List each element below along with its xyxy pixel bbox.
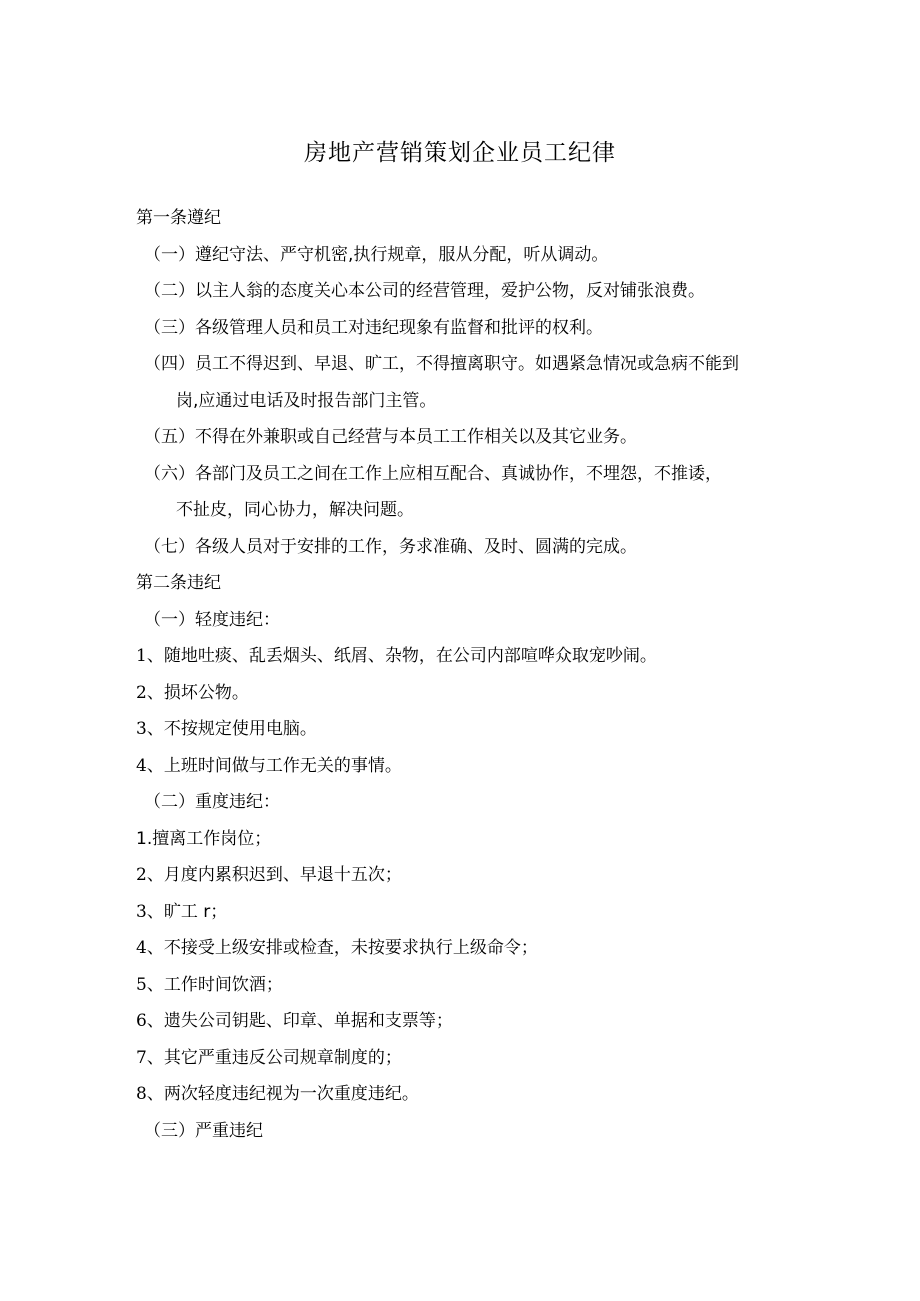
- document-title: 房地产营销策划企业员工纪律: [304, 140, 616, 166]
- minor-violation-heading: （一）轻度违纪：: [144, 609, 280, 630]
- minor-item-4-text: 、上班时间做与工作无关的事情。: [146, 755, 402, 776]
- minor-item-2-num: 2: [136, 682, 147, 703]
- minor-item-4: [136, 748, 796, 785]
- minor-item-4-num: 4: [136, 755, 147, 776]
- major-item-4-num: 4: [136, 938, 147, 958]
- section1-item-4-cont: 岗,应通过电话及时报告部门主管。: [176, 390, 437, 411]
- major-item-4: [136, 930, 796, 967]
- major-item-2-num: 2: [136, 865, 147, 885]
- major-item-8-num: 8: [136, 1084, 147, 1104]
- minor-item-1-num: 1: [136, 646, 147, 666]
- section1-item-4: （四）员工不得迟到、早退、旷工，不得擅离职守。如遇紧急情况或急病不能到: [144, 354, 739, 374]
- section1-item-5: （五）不得在外兼职或自己经营与本员工工作相关以及其它业务。: [144, 427, 637, 447]
- section1-item-6: （六）各部门及员工之间在工作上应相互配合、真诚协作，不埋怨，不推诿，: [144, 463, 722, 484]
- major-item-7-text: 、其它严重违反公司规章制度的；: [146, 1047, 402, 1068]
- major-item-8-text: 、两次轻度违纪视为一次重度违纪。: [146, 1084, 419, 1104]
- section1-item-2: （二）以主人翁的态度关心本公司的经营管理，爱护公物，反对铺张浪费。: [144, 281, 705, 301]
- minor-item-3-text: 、不按规定使用电脑。: [146, 719, 317, 739]
- major-violation-heading: （二）重度违纪：: [144, 792, 280, 812]
- major-item-5-text: 、工作时间饮酒；: [146, 974, 283, 995]
- minor-item-3: [136, 711, 796, 748]
- section2-heading: 第二条违纪: [136, 573, 221, 593]
- major-item-3-text: 、旷工 r；: [146, 901, 228, 922]
- severe-violation-heading: （三）严重违纪: [144, 1120, 263, 1141]
- major-item-5-num: 5: [136, 974, 147, 995]
- major-item-3-num: 3: [136, 901, 147, 922]
- major-item-6: [136, 1003, 796, 1040]
- major-item-7-num: 7: [136, 1047, 147, 1068]
- major-item-8: [136, 1076, 796, 1113]
- major-item-1: 1.擅离工作岗位；: [136, 828, 272, 849]
- minor-item-2: [136, 675, 796, 712]
- section1-item-1: （一）遵纪守法、严守机密,执行规章，服从分配，听从调动。: [144, 244, 609, 265]
- section1-heading: 第一条遵纪: [136, 208, 221, 228]
- major-item-7: [136, 1040, 796, 1077]
- minor-item-2-text: 、损坏公物。: [146, 682, 249, 703]
- major-item-2: [136, 857, 796, 894]
- major-item-5: [136, 967, 796, 1004]
- major-item-2-text: 、月度内累积迟到、早退十五次；: [146, 865, 402, 885]
- minor-item-3-num: 3: [136, 719, 147, 739]
- minor-item-1: [136, 638, 796, 675]
- section1-item-7: （七）各级人员对于安排的工作，务求准确、及时、圆满的完成。: [144, 536, 637, 557]
- document-body: [136, 200, 796, 1149]
- section1-item-6-cont: 不扯皮，同心协力，解决问题。: [176, 500, 414, 520]
- major-item-3: [136, 894, 796, 931]
- minor-item-1-text: 、随地吐痰、乱丢烟头、纸屑、杂物，在公司内部喧哗众取宠吵闹。: [146, 646, 657, 666]
- major-item-6-text: 、遗失公司钥匙、印章、单据和支票等；: [146, 1011, 453, 1031]
- major-item-6-num: 6: [136, 1011, 147, 1031]
- section1-item-3: （三）各级管理人员和员工对违纪现象有监督和批评的权利。: [144, 317, 603, 338]
- major-item-4-text: 、不接受上级安排或检查，未按要求执行上级命令；: [146, 938, 538, 958]
